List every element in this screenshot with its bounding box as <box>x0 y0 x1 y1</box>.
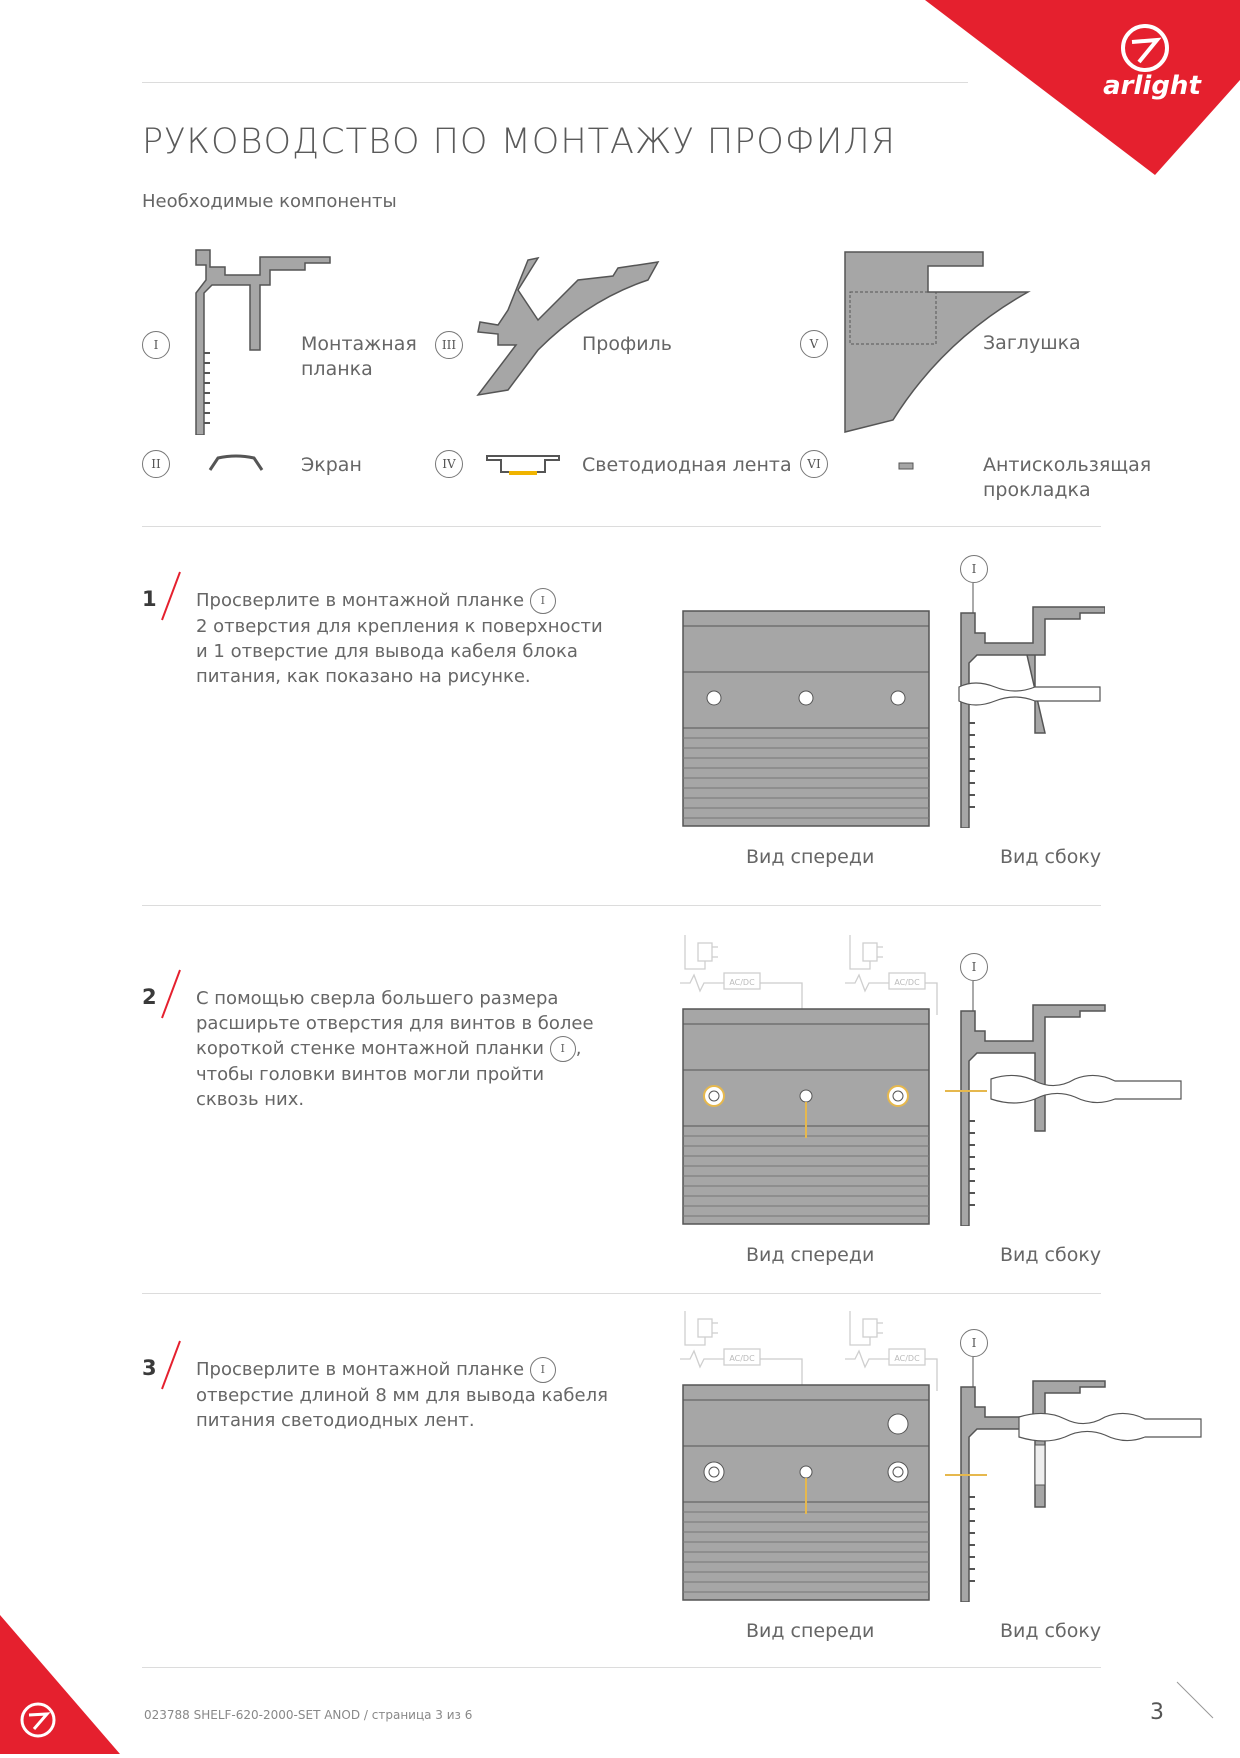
step-2-side-ref: I <box>960 953 988 981</box>
step-2-divider <box>142 1293 1101 1294</box>
component-label-6: Антискользящая прокладка <box>983 454 1152 501</box>
components-divider <box>142 526 1101 527</box>
step-2-caption-front: Вид спереди <box>746 1244 875 1266</box>
psu-label: AC/DC <box>729 1354 755 1363</box>
step-2-caption-side: Вид сбоку <box>1000 1244 1102 1266</box>
step-2-psu-icon-front <box>680 935 810 1015</box>
footer-divider <box>142 1667 1101 1668</box>
step-1-line-3: и 1 отверстие для вывода кабеля блока <box>196 641 578 662</box>
step-3-slash <box>158 1339 184 1391</box>
component-label-2: Экран <box>301 454 362 476</box>
page-corner-slash <box>1175 1680 1215 1720</box>
components-subtitle: Необходимые компоненты <box>142 191 397 212</box>
step-3-caption-front: Вид спереди <box>746 1620 875 1642</box>
step-2-number: 2 <box>142 985 157 1009</box>
step-3-side-view <box>945 1357 1205 1602</box>
step-2-line-4: чтобы головки винтов могли пройти <box>196 1064 545 1085</box>
component-num-2: II <box>142 450 170 478</box>
step-3-front-view <box>682 1384 930 1602</box>
footer-code: 023788 SHELF-620-2000-SET ANOD / страница 3 из 6 <box>144 1708 473 1722</box>
step-2-front-view <box>682 1008 930 1226</box>
psu-label: AC/DC <box>729 978 755 987</box>
step-1-line-1: Просверлите в монтажной планке <box>196 590 525 611</box>
step-2-line-5: сквозь них. <box>196 1089 305 1110</box>
step-1-divider <box>142 905 1101 906</box>
profile-drawing <box>468 250 668 400</box>
step-3-line-3: питания светодиодных лент. <box>196 1410 475 1431</box>
component-label-1: Монтажная планка <box>301 333 417 380</box>
step-3-line-1: Просверлите в монтажной планке <box>196 1359 525 1380</box>
step-2-slash <box>158 968 184 1020</box>
step-1-caption-front: Вид спереди <box>746 846 875 868</box>
step-2-ref: I <box>550 1036 576 1062</box>
step-3-line-2: отверстие длиной 8 мм для вывода кабеля <box>196 1385 608 1406</box>
step-2-line-3: короткой стенке монтажной планки <box>196 1038 544 1059</box>
step-1-line-2: 2 отверстия для крепления к поверхности <box>196 616 603 637</box>
step-2-line-1: С помощью сверла большего размера <box>196 988 559 1009</box>
component-num-5: V <box>800 330 828 358</box>
component-label-4: Светодиодная лента <box>582 454 792 476</box>
brand-logo-text: arlight <box>1103 71 1201 101</box>
step-2-side-view <box>945 981 1185 1226</box>
psu-label: AC/DC <box>894 978 920 987</box>
step-1-side-view <box>955 583 1105 828</box>
step-3-psu-icon-front <box>680 1311 810 1391</box>
step-1-front-view <box>682 610 930 828</box>
component-num-4: IV <box>435 450 463 478</box>
step-2-line-2: расширьте отверстия для винтов в более <box>196 1013 594 1034</box>
step-1-ref: I <box>530 588 556 614</box>
top-divider <box>142 82 968 83</box>
step-1-line-4: питания, как показано на рисунке. <box>196 666 531 687</box>
page-number: 3 <box>1150 1700 1164 1725</box>
step-3-side-ref: I <box>960 1329 988 1357</box>
page-title: РУКОВОДСТВО ПО МОНТАЖУ ПРОФИЛЯ <box>142 122 896 162</box>
step-3-number: 3 <box>142 1356 157 1380</box>
component-num-3: III <box>435 331 463 359</box>
component-num-1: I <box>142 331 170 359</box>
step-1-text <box>196 588 603 689</box>
step-3-caption-side: Вид сбоку <box>1000 1620 1102 1642</box>
component-num-6: VI <box>800 450 828 478</box>
led-strip-drawing <box>485 452 561 478</box>
step-3-text <box>196 1357 608 1433</box>
step-1-number: 1 <box>142 587 157 611</box>
step-1-side-ref: I <box>960 555 988 583</box>
screen-drawing <box>208 452 264 474</box>
brand-corner-bottom <box>0 1615 120 1754</box>
step-3-ref: I <box>530 1357 556 1383</box>
step-2-text: С помощью сверла большего размера расширьте отверстия для винтов в более короткой стенке монтажной планки I , чтобы головки винтов могли пройти сквозь них. <box>196 988 594 1110</box>
step-1-slash <box>158 570 184 622</box>
step-1-caption-side: Вид сбоку <box>1000 846 1102 868</box>
component-label-5: Заглушка <box>983 332 1081 354</box>
component-label-3: Профиль <box>582 333 672 355</box>
anti-slip-pad-drawing <box>898 461 916 471</box>
psu-label: AC/DC <box>894 1354 920 1363</box>
brand-corner <box>925 0 1240 175</box>
